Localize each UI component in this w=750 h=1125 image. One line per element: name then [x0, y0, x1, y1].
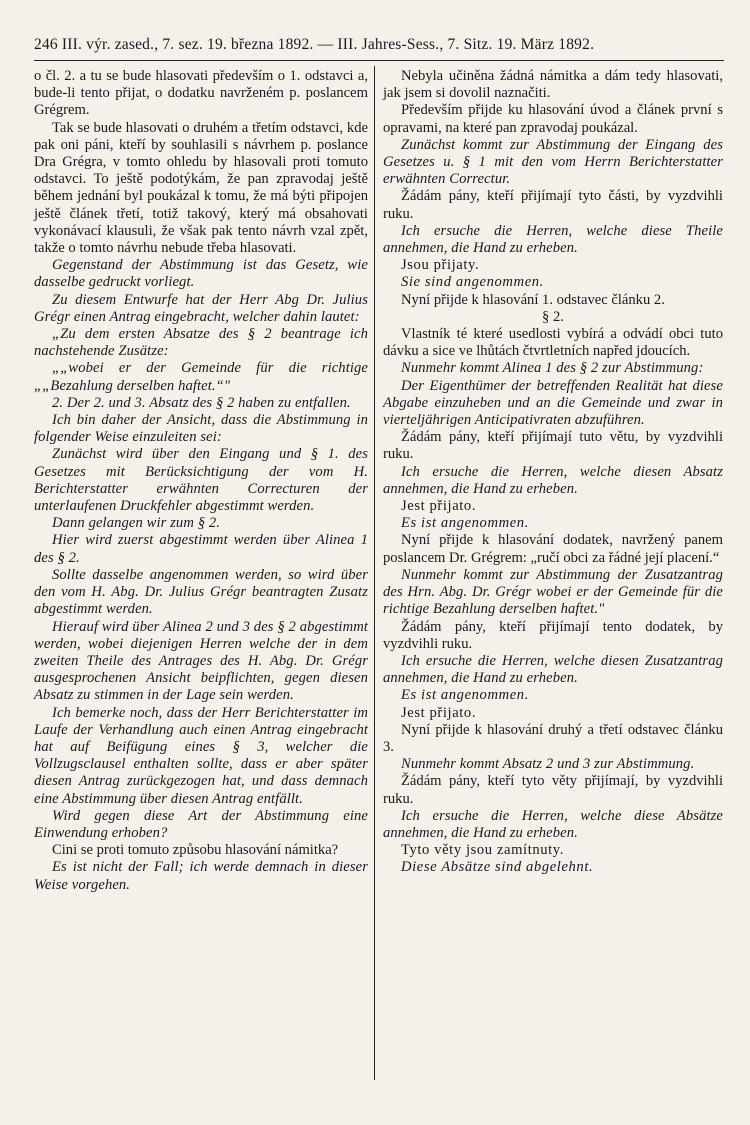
- paragraph: § 2.: [542, 308, 564, 325]
- paragraph: Ich ersuche die Herren, welche diese Absätze annehmen, die Hand zu erheben.: [383, 807, 723, 841]
- paragraph: Nunmehr kommt Alinea 1 des § 2 zur Abstimmung:: [401, 360, 704, 377]
- paragraph: 2. Der 2. und 3. Absatz des § 2 haben zu entfallen.: [52, 394, 351, 411]
- paragraph: Wird gegen diese Art der Abstimmung eine Einwendung erhoben?: [34, 807, 368, 841]
- paragraph: Především přijde ku hlasování úvod a článek první s opravami, na které pan zpravodaj poukázal.: [383, 102, 723, 136]
- paragraph: Žádám pány, kteří přijímají tento dodatek, by vyzdvihli ruku.: [383, 618, 723, 652]
- paragraph: Sollte dasselbe angenommen werden, so wird über den vom H. Abg. Dr. Julius Grégr beantragten Zusatz abgestimmt werden.: [34, 566, 368, 618]
- paragraph: o čl. 2. a tu se bude hlasovati především o 1. odstavci a, bude-li tento přijat, o dodatku navrženém p. poslancem Grégrem.: [34, 68, 368, 119]
- paragraph: „Zu dem ersten Absatze des § 2 beantrage ich nachstehende Zusätze:: [34, 326, 368, 360]
- paragraph: Sie sind angenommen.: [401, 274, 544, 291]
- paragraph: Nunmehr kommt zur Abstimmung der Zusatzantrag des Hrn. Abg. Dr. Grégr wobei er der Gemeinde für die richtige Bezahlung derselben haftet.": [383, 566, 723, 618]
- paragraph: Es ist angenommen.: [401, 687, 529, 704]
- paragraph: Es ist nicht der Fall; ich werde demnach in dieser Weise vorgehen.: [34, 859, 368, 893]
- paragraph: Ich ersuche die Herren, welche diesen Zusatzantrag annehmen, die Hand zu erheben.: [383, 652, 723, 687]
- paragraph: Žádám pány, kteří tyto věty přijímají, by vyzdvihli ruku.: [383, 773, 723, 807]
- left-column: [34, 68, 368, 894]
- paragraph: Es ist angenommen.: [401, 515, 529, 532]
- paragraph: Nebyla učiněna žádná námitka a dám tedy hlasovati, jak jsem si dovolil naznačiti.: [383, 68, 723, 102]
- paragraph: Dann gelangen wir zum § 2.: [52, 515, 220, 532]
- paragraph: Nyní přijde k hlasování 1. odstavec článku 2.: [401, 291, 665, 308]
- paragraph: Jest přijato.: [401, 704, 477, 721]
- paragraph: Ich ersuche die Herren, welche diese Theile annehmen, die Hand zu erheben.: [383, 222, 723, 257]
- header-rule: [34, 60, 724, 61]
- paragraph: Diese Absätze sind abgelehnt.: [401, 859, 594, 876]
- column-divider: [374, 66, 375, 1080]
- paragraph: „„wobei er der Gemeinde für die richtige „„Bezahlung derselben haftet.“": [34, 360, 368, 394]
- paragraph: Zu diesem Entwurfe hat der Herr Abg Dr. Julius Grégr einen Antrag eingebracht, welcher dahin lautet:: [34, 291, 368, 325]
- paragraph: Ich ersuche die Herren, welche diesen Absatz annehmen, die Hand zu erheben.: [383, 463, 723, 497]
- page-header: 246 III. výr. zased., 7. sez. 19. března 1892. — III. Jahres-Sess., 7. Sitz. 19. März 1892.: [34, 36, 595, 53]
- paragraph: Nyní přijde k hlasování druhý a třetí odstavec článku 3.: [383, 721, 723, 755]
- paragraph: Cini se proti tomuto způsobu hlasování námitka?: [52, 842, 339, 859]
- paragraph: Jsou přijaty.: [401, 257, 480, 274]
- paragraph: Hierauf wird über Alinea 2 und 3 des § 2 abgestimmt werden, wobei diejenigen Herren welche der in dem zweiten Theile des Antrages des H. Abg. Dr. Grégr ausgesprochenen Ansicht beipflichten, gegen diesen Absatz zu stimmen in der Lage sein werden.: [34, 618, 368, 704]
- paragraph: Gegenstand der Abstimmung ist das Gesetz, wie dasselbe gedruckt vorliegt.: [34, 257, 368, 291]
- paragraph: Žádám pány, kteří přijímají tyto části, by vyzdvihli ruku.: [383, 188, 723, 222]
- paragraph: Žádám pány, kteří přijímají tuto větu, by vyzdvihli ruku.: [383, 429, 723, 463]
- paragraph: Zunächst wird über den Eingang und § 1. des Gesetzes mit Berücksichtigung der vom H. Berichterstatter erwähnten Correcturen der unterlaufenen Druckfehler abgestimmt werden.: [34, 446, 368, 515]
- paragraph: Zunächst kommt zur Abstimmung der Eingang des Gesetzes u. § 1 mit den vom Herrn Berichterstatter erwähnten Correctur.: [383, 136, 723, 188]
- paragraph: Hier wird zuerst abgestimmt werden über Alinea 1 des § 2.: [34, 532, 368, 566]
- paragraph: Nunmehr kommt Absatz 2 und 3 zur Abstimmung.: [401, 756, 695, 773]
- paragraph: Jest přijato.: [401, 498, 477, 515]
- paragraph: Ich bin daher der Ansicht, dass die Abstimmung in folgender Weise einzuleiten sei:: [34, 412, 368, 446]
- paragraph: Tyto věty jsou zamítnuty.: [401, 842, 565, 859]
- paragraph: Vlastník té které usedlosti vybírá a odvádí obci tuto dávku a sice ve lhůtách čtvrtletních napřed jdoucích.: [383, 326, 723, 360]
- paragraph: Ich bemerke noch, dass der Herr Berichterstatter im Laufe der Verhandlung auch einen Antrag eingebracht hat auf Beifügung eines § 3, welcher die Vollzugsclausel enthalten sollte, dass er aber später diesen Antrag zurückgezogen hat, und dass demnach eine Abstimmung über diesen Antrag entfällt.: [34, 704, 368, 807]
- paragraph: Nyní přijde k hlasování dodatek, navržený panem poslancem Dr. Grégrem: „ručí obci za řádné její placení.“: [383, 532, 723, 566]
- right-column: [383, 68, 723, 877]
- paragraph: Der Eigenthümer der betreffenden Realität hat diese Abgabe einzuheben und an die Gemeinde und zwar in vierteljährigen Anticipativraten abzuführen.: [383, 377, 723, 429]
- paragraph: Tak se bude hlasovati o druhém a třetím odstavci, kde pak oni páni, kteří by souhlasili s návrhem p. poslance Dra Grégra, v tomto ohledu by hlasovali proti tomuto odstavci. To ještě podotýkám, že pan zpravodaj ještě během jednání byl poukázal k tomu, že má býti připojen ještě článek třetí, totiž takový, který má obsahovati vykonávací klausuli, že však pak tento návrh vzal zpět, takže o tomto návrhu nebude třeba hlasovati.: [34, 119, 368, 257]
